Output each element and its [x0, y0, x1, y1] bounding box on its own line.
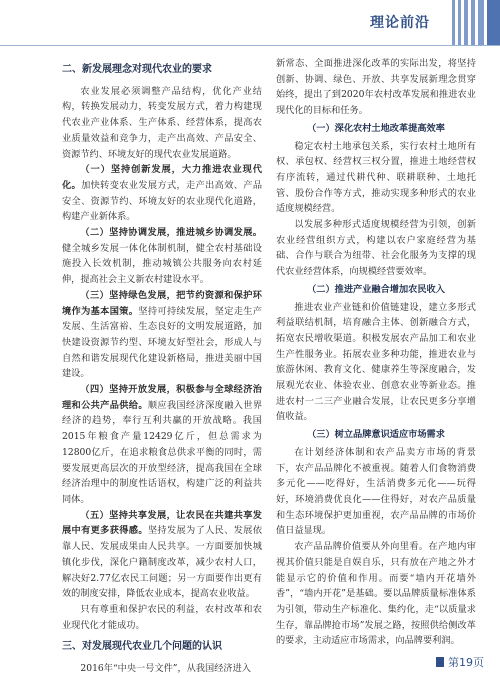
paragraph-lead: （四）坚持开放发展，积极参与全球经济治理和公共产品供给。: [62, 384, 262, 411]
paragraph-text: 推进农业产业链和价值链建设，建立多形式利益联结机制，培育融合主体、创新融合方式，拓宽农民增收渠道。积极发展农产品加工和农业生产性服务业。拓展农业多种功能，推进农业与旅游休闲、教育文化、健康养生等深度融合，发展观光农业、体验农业、创意农业等新业态。推进农村一二三产业融合发展，让农民更多分享增值收益。: [276, 301, 476, 423]
paragraph: [62, 225, 262, 288]
paragraph: [62, 661, 262, 677]
section-heading: 三、对发展现代农业几个问题的认识: [62, 641, 222, 653]
page-number-text: 第19页: [448, 656, 484, 669]
paragraph: [276, 217, 476, 280]
page-number-marker: [436, 657, 444, 667]
subsection-heading: （三）树立品牌意识适应市场需求: [307, 429, 445, 441]
paragraph-text: 以发展多种形式适度规模经营为引领，创新农业经营组织方式，构建以农户家庭经营为基础、合作与联合为纽带、社会化服务为支撑的现代农业经营体系，向规模经营要效率。: [276, 219, 476, 278]
paragraph: [62, 288, 262, 382]
paragraph-text: 顺应我国经济深度融入世界经济的趋势，奉行互利共赢的开放战略。我国2015年粮食产量12429亿斤，但总需求为12800亿斤，在追求粮食总供求平衡的同时，需要发展更高层次的开放型经济，提高我国在全球经济治理中的制度性话语权，构建广泛的利益共同体。: [62, 399, 263, 505]
paragraph-text: 在计划经济体制和农产品卖方市场的背景下，农产品品牌化不被重视。随着人们食物消费多元化——吃得好，生活消费多元化——玩得好，环境消费优良化——住得好，对农产品质量和生态环境保护更加重视，农产品品牌的市场价值日益显现。: [276, 446, 476, 537]
paragraph-lead: （五）坚持共享发展，让农民在共建共享发展中有更多获得感。: [62, 509, 262, 537]
section-title: 理论前沿: [370, 15, 430, 31]
paragraph-text: 农产品品牌价值要从外向里看。在产地内审视其价值只能是自娱自乐，只有放在产地之外才能显示它的价值和作用。而要“墙内开花墙外香”，“墙内开花”是基础。要以品牌质量标准体系为引领，带动生产标准化、集约化，走“以质量求生存，靠品牌抢市场”发展之路，按照供给侧改革的要求，主动适应市场需求，向品牌要利润。: [276, 541, 476, 647]
paragraph-text: 只有尊重和保护农民的利益，农村改革和农业现代化才能成功。: [62, 603, 262, 631]
page-header: [0, 0, 500, 46]
paragraph: [276, 139, 476, 218]
paragraph-lead: （二）坚持协调发展，推进城乡协调发展。: [80, 227, 262, 239]
header-decoration: [448, 0, 500, 46]
paragraph: [62, 84, 262, 163]
paragraph-text: 2016年“中央一号文件”，从我国经济进入: [80, 663, 251, 675]
paragraph-text: 坚持可持续发展，坚定走生产发展、生活富裕、生态良好的文明发展道路，加快建设资源节约型、环境友好型社会，形成人与自然和谐发展现代化建设新格局，推进美丽中国建设。: [62, 305, 263, 380]
paragraph-lead: （一）坚持创新发展，大力推进农业现代化。: [62, 164, 262, 191]
paragraph: [62, 382, 262, 508]
paragraph: [62, 508, 262, 602]
paragraph: [62, 162, 262, 225]
page-number: [436, 654, 484, 670]
paragraph: [276, 445, 476, 539]
right-column: [276, 56, 476, 648]
paragraph: [62, 602, 262, 633]
section-heading: 二、新发展理念对现代农业的要求: [62, 64, 212, 75]
left-column: [62, 56, 263, 675]
paragraph-text: 加快转变农业发展方式，走产出高效、产品安全、资源节约、环境友好的农业现代化道路，构建产业新体系。: [62, 179, 263, 223]
paragraph: [276, 539, 476, 649]
paragraph: [276, 300, 476, 426]
paragraph-text: 稳定农村土地承包关系，实行农村土地所有权、承包权、经营权三权分置，推进土地经营权有序流转，通过代耕代种、联耕联种、土地托管、股份合作等方式，推动实现多种形式的农业适度规模经营。: [276, 140, 476, 215]
paragraph-text: 坚持发展为了人民、发展依靠人民、发展成果由人民共享。一方面要加快城镇化步伐，深化户籍制度改革，减少农村人口，解决好2.77亿农民工问题；另一方面要作出更有效的制度安排，降低农业成本，提高农业收益。: [62, 525, 263, 600]
paragraph-text: 农业发展必须调整产品结构，优化产业结构，转换发展动力，转变发展方式，着力构建现代农业产业体系、生产体系、经营体系，提高农业质量效益和竞争力，走产出高效、产品安全、资源节约、环境友好的现代农业发展道路。: [62, 85, 262, 160]
header-divider: [0, 45, 500, 46]
subsection-heading: （二）推进产业融合增加农民收入: [307, 283, 445, 295]
paragraph-lead: （三）坚持绿色发展，把节约资源和保护环境作为基本国策。: [62, 289, 262, 317]
paragraph-text: 健全城乡发展一体化体制机制，健全农村基础设施投入长效机制，推动城镇公共服务向农村延伸，提高社会主义新农村建设水平。: [62, 242, 262, 286]
paragraph: [276, 56, 476, 119]
subsection-heading: （一）深化农村土地改革提高效率: [307, 122, 445, 134]
paragraph-text: 新常态、全面推进深化改革的实际出发，将坚持创新、协调、绿色、开放、共享发展新理念贯穿始终，提出了到2020年农村改革发展和推进农业现代化的目标和任务。: [276, 58, 476, 117]
